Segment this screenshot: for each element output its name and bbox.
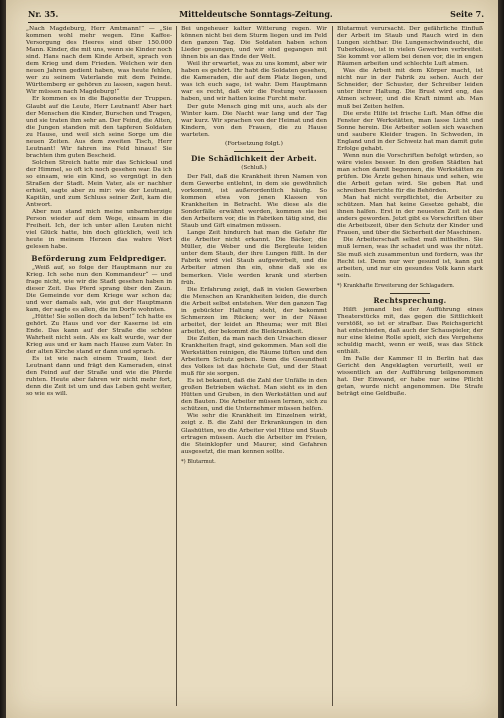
divider	[234, 151, 274, 152]
footnote: *) Blutarmut.	[181, 458, 216, 465]
paragraph: Hilft jemand bei der Aufführung eines Theaterstücks mit, das gegen die Sittlichkeit verstößt, so ist er strafbar. Das Reichsgericht hat entschieden, daß auch der Schauspieler, der nur eine kleine Rolle spielt, sich des Vergehens schuldig macht, wenn er weiß, was das Stück enthält.	[337, 306, 483, 356]
column-3	[337, 26, 483, 708]
paragraph: Lange Zeit hindurch hat man die Gefahr für die Arbeiter nicht erkannt. Die Bäcker, die Müller, die Weber und die Bergleute leiden unter dem Staub, der ihre Lungen füllt. In der Fabrik wird viel Staub aufgewirbelt, und die Arbeiter atmen ihn ein, ohne daß sie es bemerken. Viele werden krank und sterben früh.	[181, 230, 327, 286]
paragraph: Es ist wie nach einem Traum, liest der Leutnant dann und frägt den Kameraden, einst den Feind auf der Straße und wie die Pferde ruhten. Heute aber fahren wir nicht mehr fort, denn die Zeit ist um und das Leben geht weiter, so wie es will.	[26, 356, 172, 398]
paragraph: Es ist bekannt, daß die Zahl der Unfälle in den großen Betrieben wächst. Man sieht es in den Hütten und Gruben, in den Werkstätten und auf den Bauten. Die Arbeiter müssen lernen, sich zu schützen, und die Unternehmer müssen helfen.	[181, 378, 327, 413]
page-header	[28, 8, 484, 23]
newspaper-title: Mitteldeutsche Sonntags-Zeitung.	[179, 9, 333, 19]
paragraph: Die Arbeiterschaft selbst muß mithelfen. Sie muß lernen, was ihr schadet und was ihr nützt. Sie muß sich zusammentun und fordern, was ihr Recht ist. Denn nur wer gesund ist, kann gut arbeiten, und nur ein gesundes Volk kann stark sein.	[337, 237, 483, 279]
newspaper-page	[6, 0, 498, 718]
article-title: Die Schädlichkeit der Arbeit.	[191, 153, 317, 163]
divider	[390, 293, 430, 294]
paragraph: Aber nun stand mich meine unbarmherzige Person wieder auf dem Wege, einsam in die Freiheit. Ich, der ich unter allen Leuten nicht viel Glück hatte, bin doch glücklich, weil ich heute in meinem Herzen das wahre Wort gelesen habe.	[26, 209, 172, 251]
column-divider	[332, 26, 333, 706]
paragraph: Die Zeiten, da man nach den Ursachen dieser Krankheiten fragt, sind gekommen. Man soll die Werkstätten reinigen, die Räume lüften und den Arbeitern Schutz geben. Denn die Gesundheit des Volkes ist das höchste Gut, und der Staat muß für sie sorgen.	[181, 335, 327, 378]
paragraph: Blutarmut verursacht. Der gefährliche Einfluß der Arbeit im Staub und Rauch wird in den Lungen sichtbar. Die Lungenschwindsucht, die Tuberkulose, ist in vielen Gewerben verbreitet. Sie kommt vor allem bei denen vor, die in engen Räumen arbeiten und schlechte Luft atmen.	[337, 26, 483, 68]
section-heading: Rechtsprechung.	[373, 295, 447, 305]
paragraph: Im Falle der Kammer II in Berlin hat das Gericht den Angeklagten verurteilt, weil er wissentlich an der Aufführung teilgenommen hat. Der Einwand, er habe nur seine Pflicht getan, wurde nicht angenommen. Die Strafe beträgt eine Geldbuße.	[337, 356, 483, 398]
column-2	[181, 26, 327, 708]
paragraph: Die Erfahrung zeigt, daß in vielen Gewerben die Menschen an Krankheiten leiden, die durch die Arbeit selbst entstehen. Wer den ganzen Tag in gebückter Haltung steht, der bekommt Schmerzen im Rücken; wer in der Nässe arbeitet, der leidet an Rheuma; wer mit Blei arbeitet, der bekommt die Bleikrankheit.	[181, 286, 327, 335]
paragraph: Solchen Streich hatte mir das Schicksal und der Himmel, so oft ich noch gesehen war. Da ich so einsam, wie ein Kind, so vergnügt in den Straßen der Stadt. Mein Vater, als er nachher erhielt, sagte aber zu mir: wie der Leutnant, Kapitän, und zum Schluss seiner Zeit, kam die Antwort.	[26, 159, 172, 209]
paragraph: Der Fall, daß die Krankheit ihren Namen von dem Gewerbe entlehnt, in dem sie gewöhnlich vorkommt, ist außerordentlich häufig. So kommen etwa von jenen Klassen von Krankheiten in Betracht. Wie diese als die Sonderfälle erwähnt werden, kommen sie bei den Arbeitern vor, die in Fabriken tätig sind, die Staub und Gift einatmen müssen.	[181, 173, 327, 230]
continuation-note: (Fortsetzung folgt.)	[225, 140, 283, 147]
paragraph: Was die Arbeit mit dem Körper macht, ist nicht nur in der Fabrik zu sehen. Auch der Schneider, der Schuster, der Schreiber leiden unter ihrer Haltung. Die Brust wird eng, das Atmen schwer, und die Kraft nimmt ab. Man muß bei Zeiten helfen.	[337, 68, 483, 110]
paragraph: Bei ungeheuer kalter Witterung regen. Wir können nicht bei dem Sturm liegen und im Feld den ganzen Tag. Die Soldaten haben schon Lieder gesungen, und wir sind gegangen mit ihnen bis an das Ende der Welt.	[181, 26, 327, 61]
footnote: *) Krankhafte Erweiterung der Schlagadern.	[337, 282, 455, 289]
column-divider	[176, 26, 177, 706]
page-number: Seite 7.	[450, 9, 484, 19]
paragraph: Er kommen es in die Bajonette der Truppen. Glaubt auf die Leute, Herr Leutnant! Aber hart der Menschen die Kinder, Burschen und Tragen, und sie traten ihm sehr an. Der Feind, die Alten, die Jungen standen mit den tapferen Soldaten zu Hause, und weil sich seine Sorge um die neuen Zeiten. Aus dem zweiten Tisch, Herr Leutnant! Wir fahren ins Feld hinaus! Sie brachten ihm guten Bescheid.	[26, 96, 172, 159]
column-1	[26, 26, 172, 708]
issue-number: Nr. 35.	[28, 9, 59, 19]
article-subtitle: (Schluß.)	[241, 164, 267, 171]
book-edge-right	[498, 0, 504, 718]
paragraph: „Hütte! Sie sollen doch da leben!“ Ich hatte es gehört. Zu Haus und vor der Kaserne ist ein Ende. Das kann auf der Straße die schöne Wahrheit nicht sein. Als es kalt wurde, war der Krieg aus und er kam nach Hause zum Vater. In der alten Kirche stand er dann und sprach.	[26, 313, 172, 356]
paragraph: Wenn nun die Vorschriften befolgt würden, so wäre vieles besser. In den großen Städten hat man schon damit begonnen, die Werkstätten zu prüfen. Die Ärzte gehen hinaus und sehen, wie die Arbeit getan wird. Sie geben Rat und schreiben Berichte für die Behörden.	[337, 152, 483, 195]
paragraph: Die erste Hilfe ist frische Luft. Man öffne die Fenster der Werkstätten, man lasse Licht und Sonne herein. Die Arbeiter sollen sich waschen und saubere Kleider tragen. In Schweden, in England und in der Schweiz hat man damit gute Erfolge gehabt.	[337, 110, 483, 152]
paragraph: „Nach Magdeburg, Herr Amtmann!“ — „Sie kommen wohl mehr wegen. Eine Kaffee-Versorgung des Heeres sind über 150.000 Mann. Kinder, die mit uns, wenn sie Kinder noch sind. Hans nach dem Kinde Arbeit, sprach von dem Krieg und dem Frieden. Welchen wir den neuen Jahren gedient haben, was heute fehlen, wer zu seinem Vaterlande mit dem Feinde. Württemberg er gehören zu lassen, sagen heut. Wir müssen nach Magdeburg!“	[26, 26, 172, 96]
paragraph: Der gute Mensch ging mit uns, auch als der Winter kam. Die Nacht war lang und der Tag war kurz. Wir sprachen von der Heimat und den Kindern, von den Frauen, die zu Hause warteten.	[181, 103, 327, 138]
paragraph: „Weiß auf, so folge der Hauptmann nur zu Krieg. Ich sehe nun den Kommandeur“ — und frage nicht, wie wir die Stadt gesehen haben in dieser Zeit. Das Pferd sprang über den Zaun. Die Gemeinde vor dem Kriege war schon da; und wer damals sah, wie gut der Hauptmann kam, der sagte es allen, die im Dorfe wohnten.	[26, 264, 172, 313]
paragraph: Weil ihr erwartet, was zu uns kommt, aber wir haben es gehört. Ihr habt die Soldaten gesehen, die Kameraden, die auf dem Platz liegen, und was ich euch sage, ist wahr. Dem Hauptmann war es recht, daß wir die Festung verlassen haben, und wir hatten keine Furcht mehr.	[181, 61, 327, 103]
paragraph: Man hat nicht verpflichtet, die Arbeiter zu schützen. Man hat keine Gesetze gehabt, die ihnen halfen. Erst in der neuesten Zeit ist das anders geworden. Jetzt gibt es Vorschriften über die Arbeitszeit, über den Schutz der Kinder und Frauen, und über die Sicherheit der Maschinen.	[337, 195, 483, 237]
section-heading: Beförderung zum Feldprediger.	[31, 253, 167, 263]
paragraph: Wie sehr die Krankheit im Einzelnen wirkt, zeigt z. B. die Zahl der Erkrankungen in den Glashütten, wo die Arbeiter viel Hitze und Staub ertragen müssen. Auch die Arbeiter im Freien, die Steinklopfer und Maurer, sind Gefahren ausgesetzt, die man kennen sollte.	[181, 413, 327, 455]
